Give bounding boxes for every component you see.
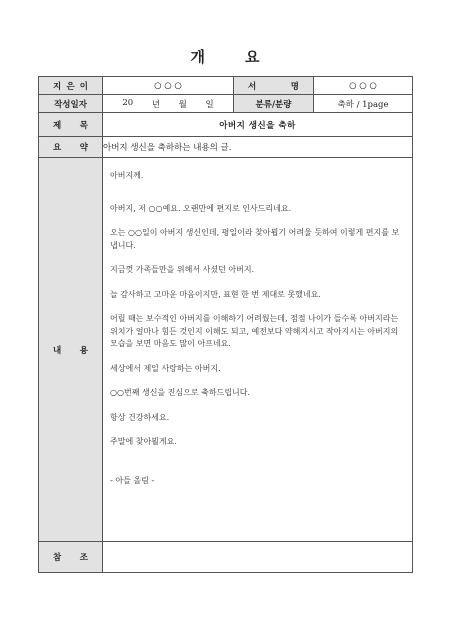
category-label: 분류/분량 [234,95,314,113]
title-char: 요 [245,48,260,66]
reference-row [39,542,413,573]
signature-label: 서 명 [234,77,314,95]
author-label: 지 은 이 [39,77,103,95]
letter-paragraph: 세상에서 제일 사랑하는 아버지. [110,363,221,373]
subject-label: 제 목 [39,113,103,137]
letter-paragraph: 어릴 때는 보수적인 아버지를 이해하기 어려웠는데, 점점 나이가 들수록 아버지라는 위치가 얼마나 힘든 것인지 이해도 되고, 예전보다 약해지시고 작아지시는 아버지의 모습을 보면 마음도 많이 아프네요. [110,314,399,348]
category-value[interactable]: 축하 / 1page [314,95,413,113]
title-char: 개 [190,48,205,66]
letter-paragraph: 늘 감사하고 고마운 마음이지만, 표현 한 번 제대로 못했네요. [110,289,321,299]
letter-paragraph: 지금껏 가족들만을 위해서 사셨던 아버지. [110,265,255,274]
letter-greeting: 아버지께. [110,171,144,180]
signature-value[interactable]: ○ ○ ○ [314,77,413,95]
document-title [0,46,450,67]
letter-paragraph: 주말에 찾아뵐게요. [110,437,177,446]
content-label: 내 용 [39,158,103,542]
date-row [39,95,413,113]
date-label: 작성일자 [39,95,103,113]
letter-paragraph: 항상 건강하세요. [110,412,170,422]
subject-row [39,113,413,137]
summary-row [39,137,413,158]
date-value[interactable]: 20 년 월 일 [103,95,234,113]
summary-value[interactable]: 아버지 생신을 축하하는 내용의 글. [103,137,413,158]
letter-paragraph: 아버지, 저 ○○예요. 오랜만에 편지로 인사드리네요. [110,203,292,213]
summary-label: 요 약 [39,137,103,158]
content-body[interactable] [103,158,413,542]
reference-label: 참 조 [39,542,103,573]
content-row [39,158,413,542]
overview-form [38,76,413,573]
reference-value[interactable] [103,542,413,573]
letter-paragraph: 오는 ○○일이 아버지 생신인데, 평일이라 찾아뵙기 어려울 듯하여 이렇게 편지를 보냅니다. [110,228,400,250]
subject-value[interactable]: 아버지 생신을 축하 [103,113,413,137]
letter-paragraph: ○○번째 생신을 진심으로 축하드립니다. [110,388,251,397]
letter-signoff: - 아들 올림 - [110,475,155,485]
author-value[interactable]: ○ ○ ○ [103,77,234,95]
author-row [39,77,413,95]
